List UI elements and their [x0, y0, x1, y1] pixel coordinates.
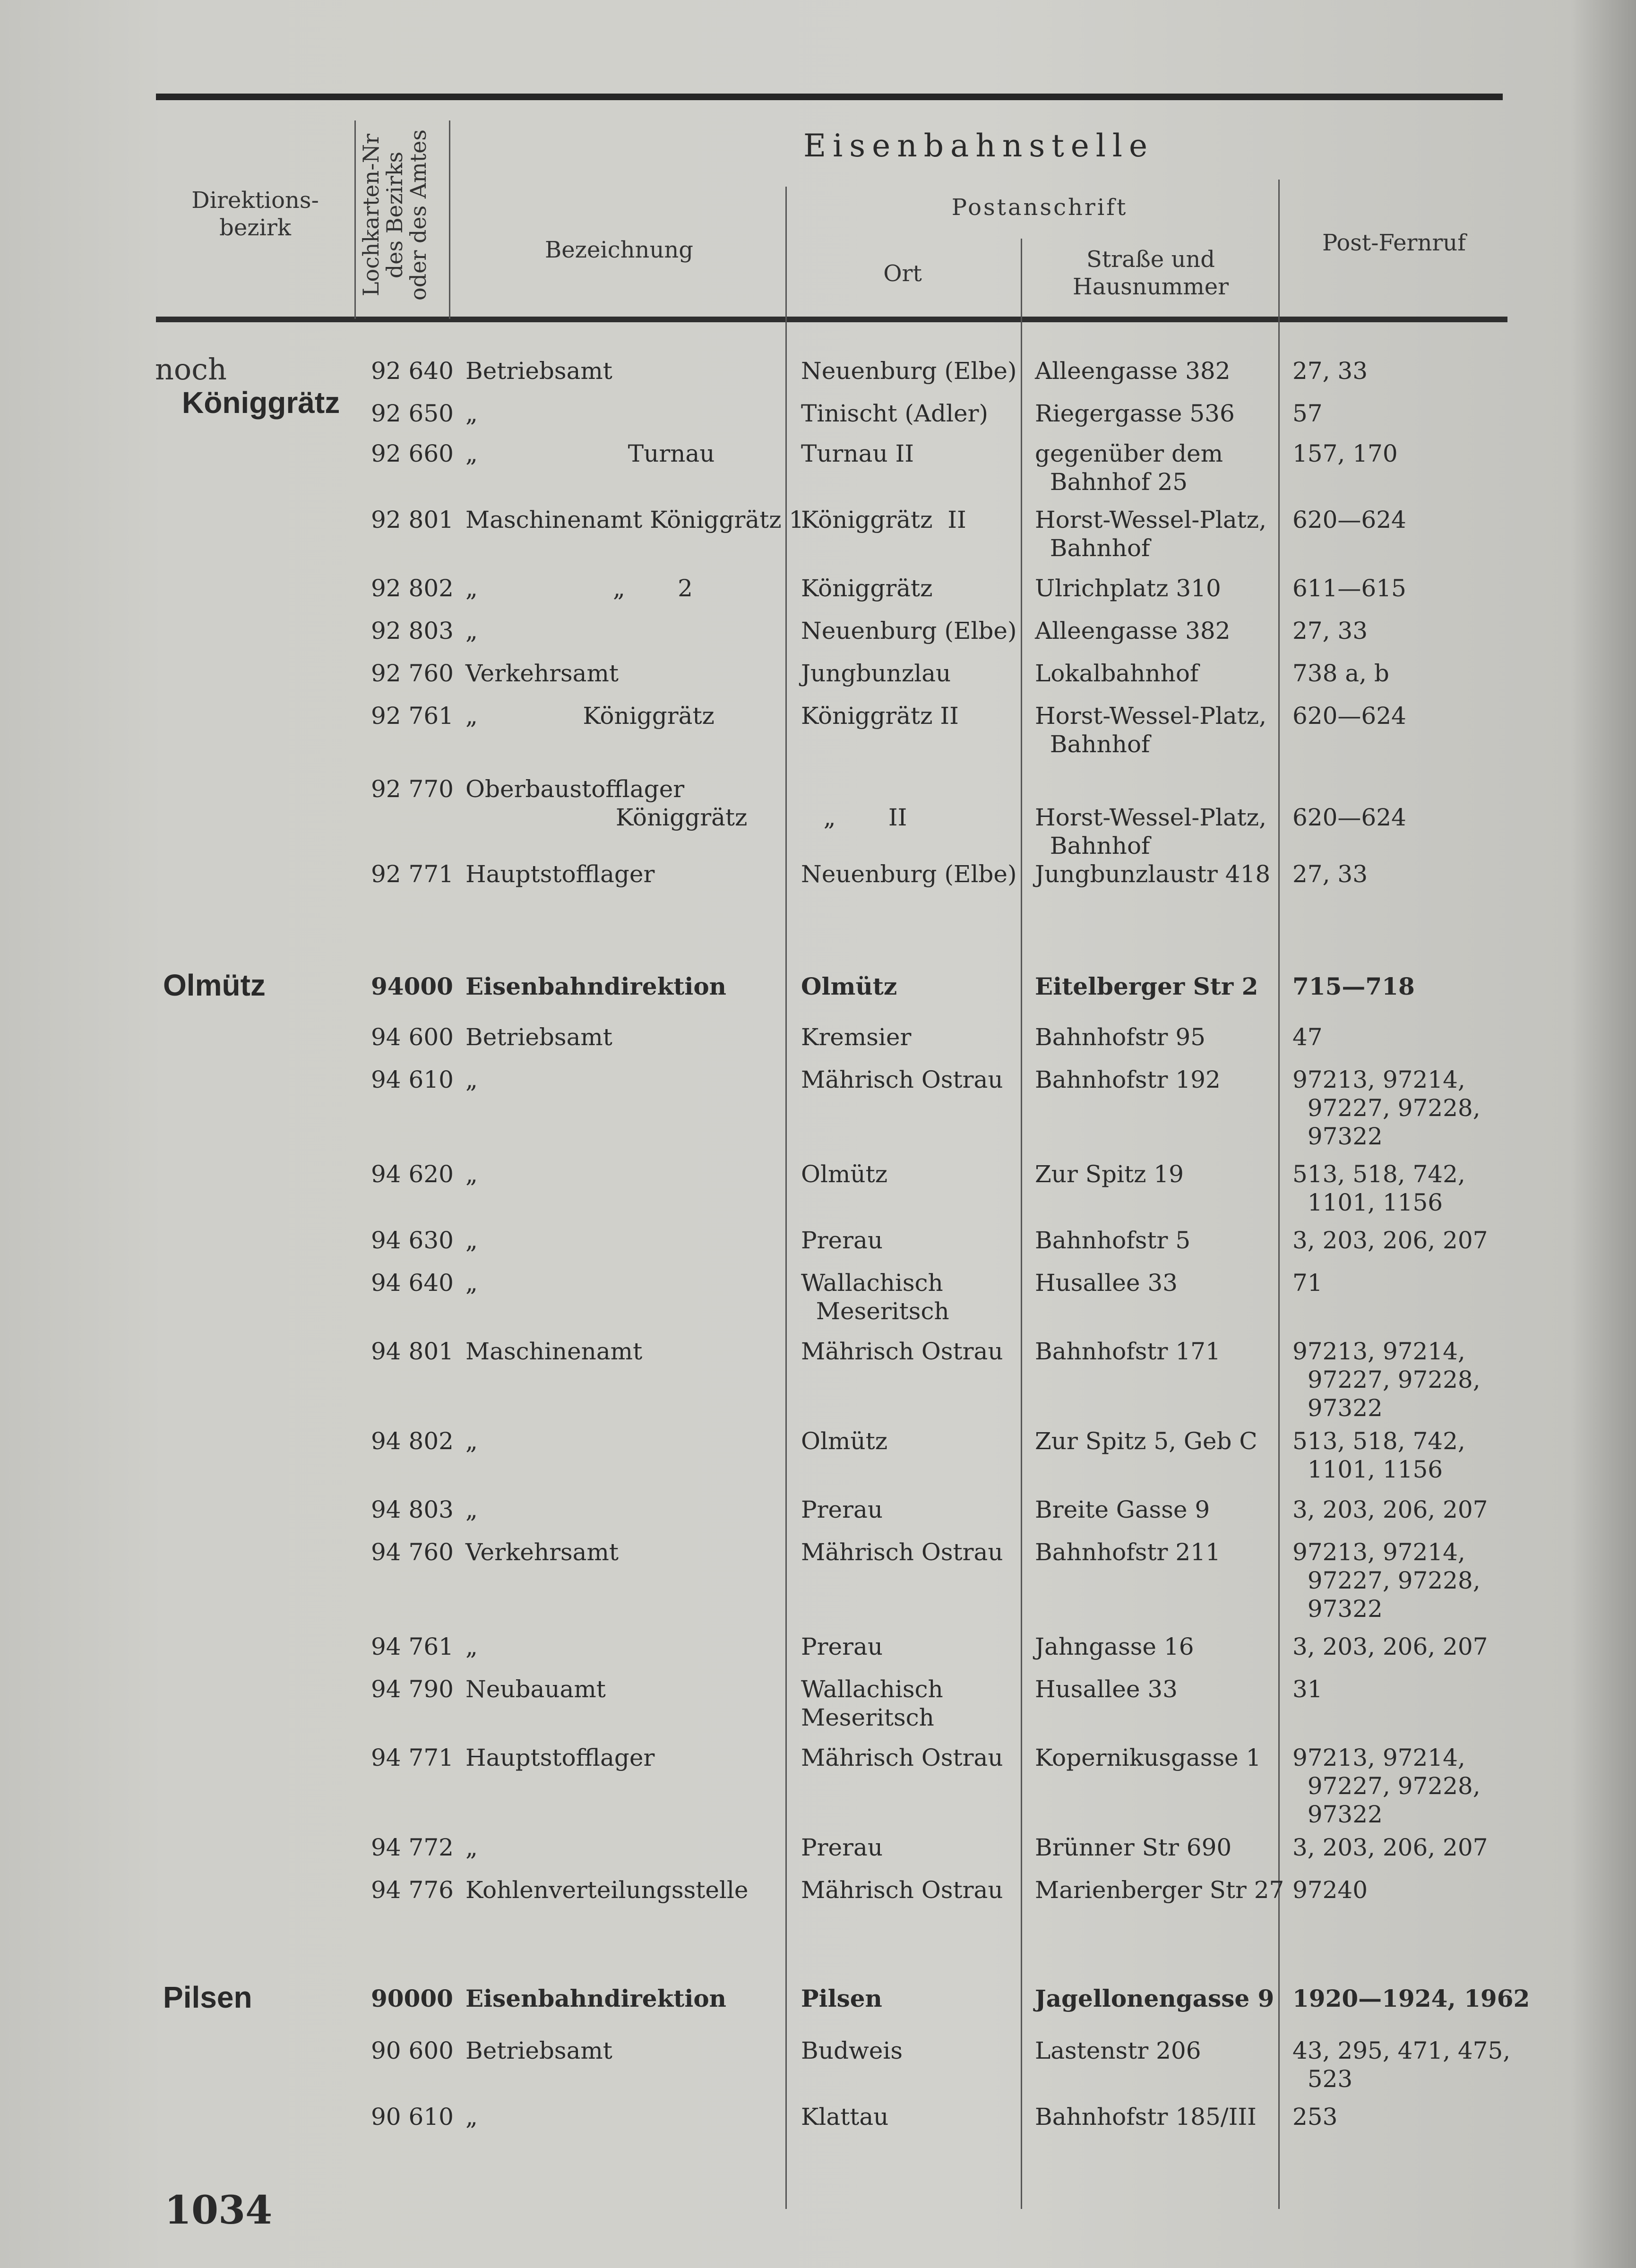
strasse-cell: Horst-Wessel-Platz, Bahnhof [1035, 506, 1266, 562]
header-strasse: Straße und Hausnummer [1072, 246, 1229, 300]
table-row [0, 439, 1636, 496]
table-row [0, 1160, 1636, 1216]
bezeichnung-cell: Oberbaustofflager Königgrätz [465, 775, 748, 831]
strasse-cell: Lokalbahnhof [1035, 660, 1199, 687]
page-number: 1034 [164, 2188, 273, 2233]
fernruf-cell: 3, 203, 206, 207 [1292, 1227, 1488, 1254]
lochkarten-nr-cell: 94 610 [371, 1066, 454, 1093]
lochkarten-nr-cell: 92 801 [371, 506, 454, 533]
table-row [0, 1226, 1636, 1269]
header-bezeichnung: Bezeichnung [545, 237, 693, 263]
strasse-cell: Bahnhofstr 211 [1035, 1538, 1221, 1566]
table-row [0, 775, 1636, 859]
bezeichnung-cell: Verkehrsamt [465, 1538, 619, 1566]
district-pilsen: Pilsen [163, 1980, 252, 2014]
table-row [0, 1495, 1636, 1538]
ort-cell: Neuenburg (Elbe) [801, 860, 1017, 888]
header-post-fernruf: Post-Fernruf [1322, 230, 1466, 256]
ort-cell: Wallachisch Meseritsch [801, 1269, 949, 1325]
lochkarten-nr-cell: 94 630 [371, 1227, 454, 1254]
lochkarten-nr-cell: 94 771 [371, 1744, 454, 1771]
bezeichnung-cell: „ [465, 400, 478, 427]
bezeichnung-cell: „ [465, 1834, 478, 1861]
header-eisenbahnstelle: Eisenbahnstelle [803, 128, 1154, 164]
lochkarten-nr-cell: 94000 [371, 972, 453, 1000]
table-row [0, 2103, 1636, 2145]
ort-cell: Wallachisch Meseritsch [801, 1675, 943, 1731]
bezeichnung-cell: „ [465, 1427, 478, 1455]
strasse-cell: Bahnhofstr 192 [1035, 1066, 1221, 1093]
bezeichnung-cell: Betriebsamt [465, 357, 612, 385]
strasse-cell: gegenüber dem Bahnhof 25 [1035, 440, 1223, 496]
lochkarten-nr-cell: 94 801 [371, 1338, 454, 1365]
strasse-cell: Zur Spitz 5, Geb C [1035, 1427, 1257, 1455]
table-row [0, 1023, 1636, 1065]
table-row [0, 574, 1636, 617]
fernruf-cell: 97213, 97214, 97227, 97228, 97322 [1292, 1538, 1481, 1623]
strasse-cell: Alleengasse 382 [1035, 357, 1231, 385]
table-row [0, 1876, 1636, 1918]
bezeichnung-cell: „ [465, 617, 478, 644]
ort-cell: Prerau [801, 1633, 883, 1660]
table-row [0, 1065, 1636, 1150]
strasse-cell: Bahnhofstr 185/III [1035, 2103, 1257, 2131]
table-row [0, 1833, 1636, 1876]
bezeichnung-cell: Verkehrsamt [465, 660, 619, 687]
fernruf-cell: 620—624 [1292, 506, 1406, 533]
strasse-cell: Horst-Wessel-Platz, Bahnhof [1035, 804, 1266, 859]
strasse-cell: Ulrichplatz 310 [1035, 575, 1221, 602]
bezeichnung-cell: „ [465, 1633, 478, 1660]
fernruf-cell: 1920—1924, 1962 [1292, 1984, 1530, 2012]
district-koeniggraetz: Königgrätz [182, 386, 340, 420]
ort-cell: Mährisch Ostrau [801, 1338, 1003, 1365]
strasse-cell: Zur Spitz 19 [1035, 1160, 1184, 1188]
lochkarten-nr-cell: 90 600 [371, 2037, 454, 2064]
header-postanschrift: Postanschrift [951, 194, 1128, 221]
bezeichnung-cell: Eisenbahndirektion [465, 1984, 727, 2012]
table-row [0, 2036, 1636, 2093]
lochkarten-nr-cell: 94 803 [371, 1496, 454, 1523]
ort-cell: Budweis [801, 2037, 903, 2064]
ort-cell: Neuenburg (Elbe) [801, 357, 1017, 385]
fernruf-cell: 57 [1292, 400, 1323, 427]
header-ort: Ort [883, 260, 922, 287]
ort-cell: Prerau [801, 1227, 883, 1254]
fernruf-cell: 738 a, b [1292, 660, 1389, 687]
header-lochkarten-nr: Lochkarten-Nr des Bezirks oder des Amtes [358, 129, 431, 301]
lochkarten-nr-cell: 92 770 [371, 775, 454, 803]
fernruf-cell: 3, 203, 206, 207 [1292, 1633, 1488, 1660]
bezeichnung-cell: „ [465, 1160, 478, 1188]
bezeichnung-cell: Eisenbahndirektion [465, 972, 727, 1000]
strasse-cell: Jahngasse 16 [1035, 1633, 1194, 1660]
fernruf-cell: 3, 203, 206, 207 [1292, 1834, 1488, 1861]
ort-cell: Mährisch Ostrau [801, 1538, 1003, 1566]
ort-cell: Mährisch Ostrau [801, 1744, 1003, 1771]
bezeichnung-cell: „ [465, 1496, 478, 1523]
fernruf-cell: 27, 33 [1292, 860, 1368, 888]
strasse-cell: Brünner Str 690 [1035, 1834, 1232, 1861]
fernruf-cell: 513, 518, 742, 1101, 1156 [1292, 1427, 1465, 1483]
strasse-cell: Breite Gasse 9 [1035, 1496, 1210, 1523]
ort-cell: Königgrätz [801, 575, 933, 602]
strasse-cell: Kopernikusgasse 1 [1035, 1744, 1261, 1771]
bezeichnung-cell: „ [465, 1269, 478, 1297]
fernruf-cell: 43, 295, 471, 475, 523 [1292, 2037, 1511, 2093]
bezeichnung-cell: Betriebsamt [465, 1023, 612, 1051]
lochkarten-nr-cell: 94 640 [371, 1269, 454, 1297]
fernruf-cell: 513, 518, 742, 1101, 1156 [1292, 1160, 1465, 1216]
fernruf-cell: 31 [1292, 1675, 1323, 1703]
ort-cell: Tinischt (Adler) [801, 400, 988, 427]
table-row [0, 1675, 1636, 1731]
fernruf-cell: 620—624 [1292, 804, 1406, 831]
strasse-cell: Husallee 33 [1035, 1269, 1178, 1297]
lochkarten-nr-cell: 94 760 [371, 1538, 454, 1566]
ort-cell: Jungbunzlau [801, 660, 951, 687]
bezeichnung-cell: „ „ 2 [465, 575, 693, 602]
bezeichnung-cell: „ Königgrätz [465, 702, 715, 730]
bezeichnung-cell: „ [465, 1066, 478, 1093]
table-row [0, 972, 1636, 1015]
ort-cell: Olmütz [801, 1160, 888, 1188]
lochkarten-nr-cell: 90 610 [371, 2103, 454, 2131]
table-row [0, 659, 1636, 702]
fernruf-cell: 97240 [1292, 1876, 1368, 1904]
table-row [0, 1337, 1636, 1422]
lochkarten-nr-cell: 94 802 [371, 1427, 454, 1455]
strasse-cell: Husallee 33 [1035, 1675, 1178, 1703]
bezeichnung-cell: Maschinenamt [465, 1338, 643, 1365]
table-row [0, 1632, 1636, 1675]
bezeichnung-cell: Kohlenverteilungsstelle [465, 1876, 749, 1904]
fernruf-cell: 715—718 [1292, 972, 1415, 1000]
fernruf-cell: 157, 170 [1292, 440, 1398, 467]
ort-cell: Königgrätz II [801, 702, 959, 730]
strasse-cell: Bahnhofstr 171 [1035, 1338, 1221, 1365]
ort-cell: Prerau [801, 1834, 883, 1861]
lochkarten-nr-cell: 94 776 [371, 1876, 454, 1904]
fernruf-cell: 97213, 97214, 97227, 97228, 97322 [1292, 1066, 1481, 1150]
ort-cell: Klattau [801, 2103, 889, 2131]
lochkarten-nr-cell: 92 803 [371, 617, 454, 644]
lochkarten-nr-cell: 92 640 [371, 357, 454, 385]
table-row [0, 1984, 1636, 2027]
fernruf-cell: 253 [1292, 2103, 1338, 2131]
ort-cell: Kremsier [801, 1023, 912, 1051]
strasse-cell: Jagellonengasse 9 [1035, 1984, 1274, 2012]
lochkarten-nr-cell: 94 620 [371, 1160, 454, 1188]
district-noch: noch [155, 352, 227, 387]
bezeichnung-cell: Hauptstofflager [465, 1744, 655, 1771]
table-row [0, 1269, 1636, 1325]
ort-cell: „ II [823, 804, 907, 831]
table-row [0, 357, 1636, 399]
lochkarten-nr-cell: 94 790 [371, 1675, 454, 1703]
ort-cell: Turnau II [801, 440, 914, 467]
ort-cell: Prerau [801, 1496, 883, 1523]
ort-cell: Olmütz [801, 1427, 888, 1455]
strasse-cell: Bahnhofstr 5 [1035, 1227, 1191, 1254]
fernruf-cell: 27, 33 [1292, 617, 1368, 644]
strasse-cell: Lastenstr 206 [1035, 2037, 1201, 2064]
fernruf-cell: 620—624 [1292, 702, 1406, 730]
fernruf-cell: 47 [1292, 1023, 1323, 1051]
fernruf-cell: 27, 33 [1292, 357, 1368, 385]
ort-cell: Mährisch Ostrau [801, 1066, 1003, 1093]
strasse-cell: Bahnhofstr 95 [1035, 1023, 1205, 1051]
bezeichnung-cell: „ Turnau [465, 440, 715, 467]
header-bottom-rule [156, 317, 1507, 322]
ort-cell: Olmütz [801, 972, 897, 1000]
strasse-cell: Riegergasse 536 [1035, 400, 1235, 427]
strasse-cell: Jungbunzlaustr 418 [1035, 860, 1271, 888]
lochkarten-nr-cell: 94 761 [371, 1633, 454, 1660]
table-row [0, 1538, 1636, 1623]
strasse-cell: Eitelberger Str 2 [1035, 972, 1258, 1000]
lochkarten-nr-cell: 90000 [371, 1984, 453, 2012]
lochkarten-nr-cell: 92 660 [371, 440, 454, 467]
table-row [0, 1744, 1636, 1828]
fernruf-cell: 71 [1292, 1269, 1323, 1297]
fernruf-cell: 97213, 97214, 97227, 97228, 97322 [1292, 1338, 1481, 1422]
lochkarten-nr-cell: 92 760 [371, 660, 454, 687]
table-row [0, 1427, 1636, 1483]
fernruf-cell: 97213, 97214, 97227, 97228, 97322 [1292, 1744, 1481, 1828]
table-row [0, 702, 1636, 758]
bezeichnung-cell: Hauptstofflager [465, 860, 655, 888]
table-row [0, 617, 1636, 659]
top-rule [156, 94, 1503, 100]
ort-cell: Neuenburg (Elbe) [801, 617, 1017, 644]
table-row [0, 506, 1636, 562]
lochkarten-nr-cell: 94 600 [371, 1023, 454, 1051]
bezeichnung-cell: Neubauamt [465, 1675, 606, 1703]
header-direktionsbezirk: Direktions- bezirk [191, 187, 319, 241]
column-divider [354, 120, 356, 319]
column-divider [449, 120, 450, 319]
ort-cell: Pilsen [801, 1984, 882, 2012]
ort-cell: Königgrätz II [801, 506, 966, 533]
strasse-cell: Marienberger Str 27 [1035, 1876, 1284, 1904]
bezeichnung-cell: „ [465, 2103, 478, 2131]
strasse-cell: Horst-Wessel-Platz, Bahnhof [1035, 702, 1266, 758]
lochkarten-nr-cell: 92 802 [371, 575, 454, 602]
fernruf-cell: 611—615 [1292, 575, 1406, 602]
fernruf-cell: 3, 203, 206, 207 [1292, 1496, 1488, 1523]
strasse-cell: Alleengasse 382 [1035, 617, 1231, 644]
lochkarten-nr-cell: 92 771 [371, 860, 454, 888]
district-olmuetz: Olmütz [163, 968, 266, 1002]
lochkarten-nr-cell: 92 650 [371, 400, 454, 427]
table-row [0, 860, 1636, 902]
lochkarten-nr-cell: 92 761 [371, 702, 454, 730]
bezeichnung-cell: „ [465, 1227, 478, 1254]
bezeichnung-cell: Maschinenamt Königgrätz 1 [465, 506, 804, 533]
bezeichnung-cell: Betriebsamt [465, 2037, 612, 2064]
lochkarten-nr-cell: 94 772 [371, 1834, 454, 1861]
ort-cell: Mährisch Ostrau [801, 1876, 1003, 1904]
table-row [0, 399, 1636, 442]
